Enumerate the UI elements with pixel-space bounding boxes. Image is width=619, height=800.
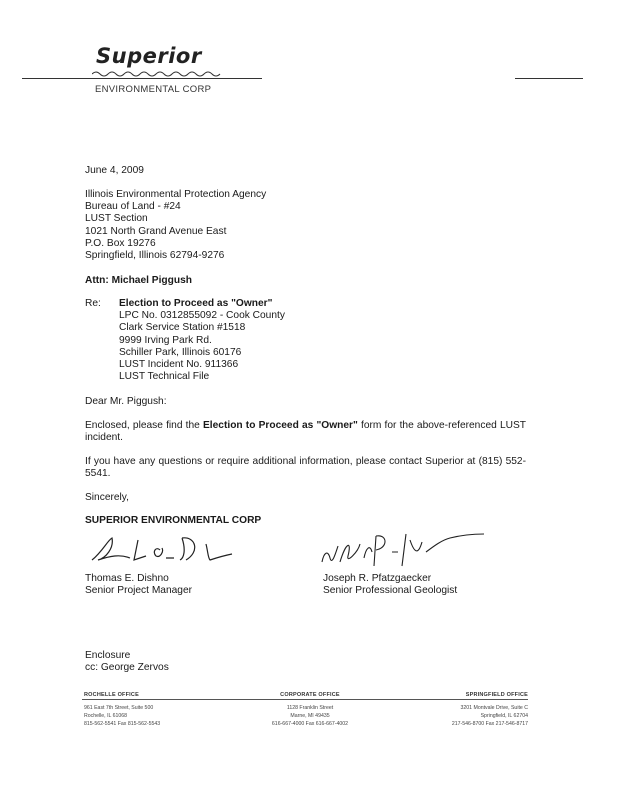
- office-line: Marne, MI 49435: [290, 713, 330, 719]
- closing-company: SUPERIOR ENVIRONMENTAL CORP: [85, 515, 262, 526]
- body-text: Enclosed, please find the: [85, 420, 204, 431]
- recipient-line: LUST Section: [85, 213, 148, 225]
- re-line: Clark Service Station #1518: [119, 322, 246, 334]
- signature-dishno: [82, 530, 252, 570]
- office-line: 217-546-8700 Fax 217-546-8717: [451, 721, 528, 727]
- office-line: 616-667-4000 Fax 616-667-4002: [271, 721, 349, 727]
- re-title: Election to Proceed as "Owner": [119, 298, 273, 309]
- re-line: Schiller Park, Illinois 60176: [119, 346, 242, 358]
- re-line: LPC No. 0312855092 - Cook County: [119, 310, 285, 322]
- attention-line: Attn: Michael Piggush: [85, 275, 192, 286]
- recipient-line: P.O. Box 19276: [85, 237, 156, 249]
- signer-right: [323, 573, 457, 597]
- body-text: form for the above-referenced LUST incident.: [85, 420, 526, 444]
- body-paragraph-2: If you have any questions or require additional information, please contact Superior at (815) 552-5541.: [85, 456, 526, 480]
- footer-office-springfield: [420, 692, 528, 728]
- body-paragraph-1: [85, 420, 526, 444]
- re-line: LUST Technical File: [119, 371, 210, 383]
- signer-title: Senior Professional Geologist: [323, 585, 458, 597]
- office-line: 961 East 7th Street, Suite 500: [84, 705, 154, 711]
- signer-title: Senior Project Manager: [85, 585, 193, 597]
- recipient-line: Bureau of Land - #24: [85, 201, 181, 213]
- re-line: 9999 Irving Park Rd.: [119, 334, 212, 346]
- cc-line: cc: George Zervos: [85, 662, 169, 673]
- closing: Sincerely,: [85, 492, 129, 503]
- letterhead-rule-right: [515, 78, 583, 79]
- office-heading: SPRINGFIELD OFFICE: [465, 692, 528, 698]
- office-line: Springfield, IL 62704: [480, 713, 528, 719]
- office-heading: CORPORATE OFFICE: [280, 692, 340, 698]
- footer-office-corporate: [250, 692, 370, 728]
- office-line: 3201 Montvale Drive, Suite C: [460, 705, 528, 711]
- enclosure-note: Enclosure: [85, 650, 131, 661]
- office-line: 1128 Franklin Street: [286, 705, 334, 711]
- office-heading: ROCHELLE OFFICE: [84, 692, 139, 698]
- logo-wave-underline: [92, 70, 222, 78]
- form-name: Election to Proceed as "Owner": [203, 420, 358, 431]
- signer-left: [85, 573, 192, 597]
- signer-name: Joseph R. Pfatzgaecker: [323, 573, 432, 584]
- company-logo: Superior: [96, 44, 202, 68]
- re-block: [119, 298, 285, 383]
- letter-date: June 4, 2009: [85, 165, 144, 176]
- re-line: LUST Incident No. 911366: [119, 359, 239, 371]
- re-label: Re:: [85, 298, 101, 309]
- salutation: Dear Mr. Piggush:: [85, 396, 167, 407]
- office-line: Rochelle, IL 61068: [84, 713, 128, 719]
- company-division: ENVIRONMENTAL CORP: [95, 84, 212, 95]
- signer-name: Thomas E. Dishno: [85, 573, 169, 584]
- office-line: 815-562-5541 Fax 815-562-5543: [84, 721, 161, 727]
- letterhead-rule-left: [22, 78, 262, 79]
- signature-pfatzgaecker: [318, 522, 488, 574]
- recipient-line: 1021 North Grand Avenue East: [85, 225, 227, 237]
- recipient-line: Springfield, Illinois 62794-9276: [85, 250, 225, 262]
- recipient-line: Illinois Environmental Protection Agency: [85, 189, 267, 200]
- footer-office-rochelle: [84, 692, 160, 728]
- recipient-address: [85, 189, 266, 262]
